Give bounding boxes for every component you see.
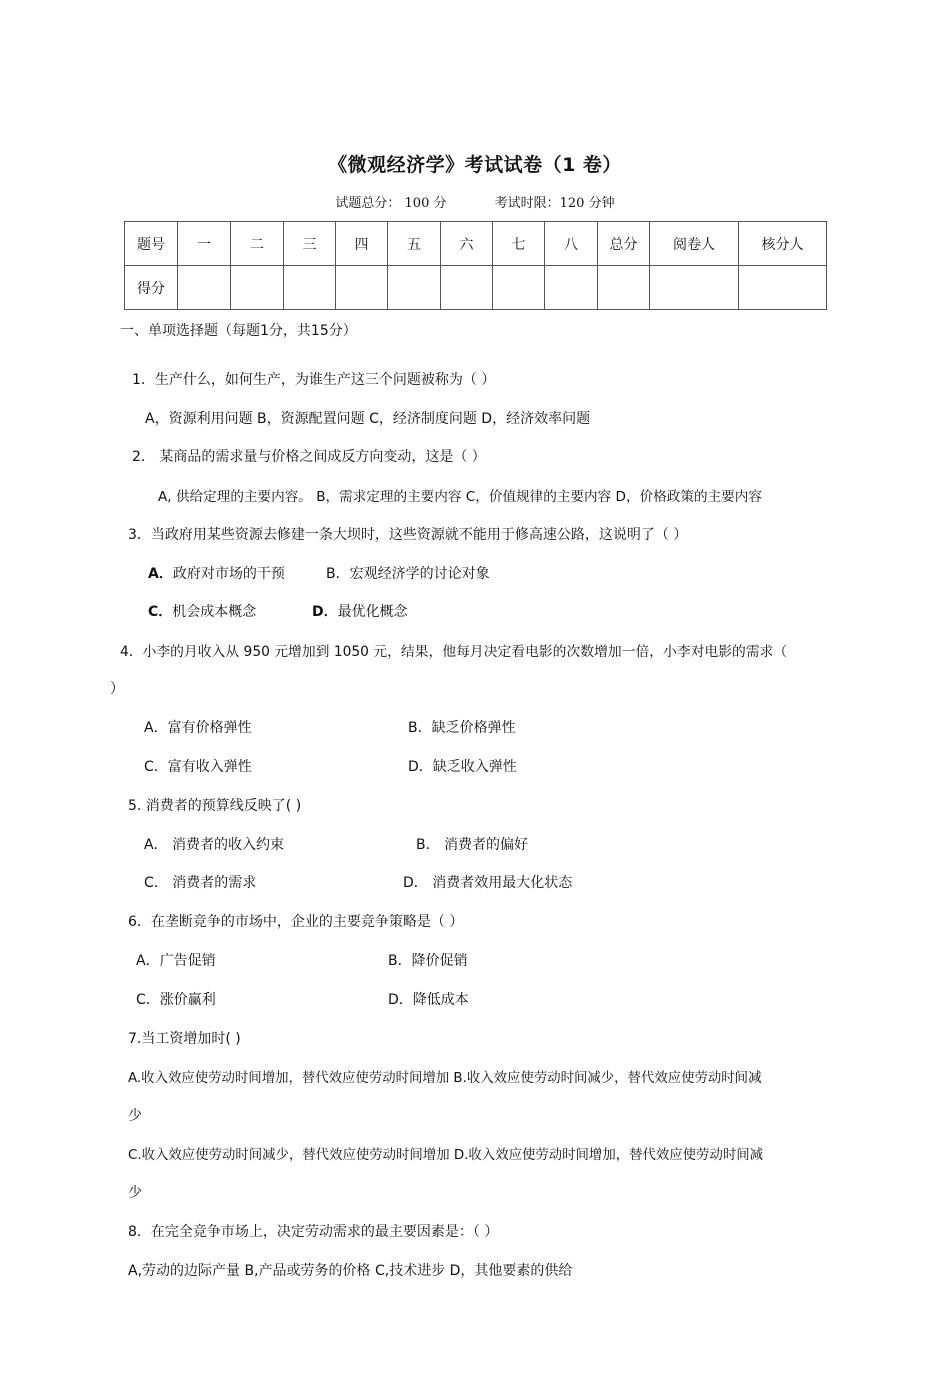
time-limit-label: 考试时限：120 分钟 xyxy=(494,196,615,211)
score-table xyxy=(124,221,827,310)
question-6-option-d: D．降低成本 xyxy=(388,992,469,1008)
score-cell[interactable] xyxy=(336,266,388,310)
question-4-option-a: A．富有价格弹性 xyxy=(144,720,252,736)
header-cell: 题号 xyxy=(125,222,178,266)
question-4-option-c: C．富有收入弹性 xyxy=(144,759,252,775)
question-5-stem: 5. 消费者的预算线反映了( ) xyxy=(128,798,302,814)
header-cell: 八 xyxy=(545,222,598,266)
question-5-option-d: D． 消费者效用最大化状态 xyxy=(403,875,573,891)
question-5-option-a: A． 消费者的收入约束 xyxy=(144,837,285,853)
score-cell[interactable] xyxy=(388,266,441,310)
score-cell[interactable] xyxy=(231,266,284,310)
question-1-options: A，资源利用问题 B，资源配置问题 C，经济制度问题 D，经济效率问题 xyxy=(145,411,591,427)
score-cell[interactable] xyxy=(739,266,827,310)
question-4-stem-continued: ） xyxy=(110,681,124,697)
question-1-stem: 1．生产什么，如何生产，为谁生产这三个问题被称为（ ） xyxy=(132,372,496,388)
header-cell: 核分人 xyxy=(739,222,827,266)
question-3-option-c xyxy=(148,601,256,621)
question-3-option-b: B．宏观经济学的讨论对象 xyxy=(326,566,490,582)
score-cell[interactable] xyxy=(178,266,231,310)
question-2-options: A, 供给定理的主要内容。 B，需求定理的主要内容 C，价值规律的主要内容 D，价格政策的主要内容 xyxy=(158,489,762,505)
question-7-options-line-1: A.收入效应使劳动时间增加，替代效应使劳动时间增加 B.收入效应使劳动时间减少，替代效应使劳动时间减 xyxy=(128,1071,762,1086)
score-cell[interactable] xyxy=(441,266,493,310)
header-cell: 三 xyxy=(284,222,336,266)
header-cell: 五 xyxy=(388,222,441,266)
section-heading: 一、单项选择题（每题1分，共15分） xyxy=(120,323,357,339)
score-cell[interactable] xyxy=(650,266,739,310)
question-6-option-c: C．涨价赢利 xyxy=(136,992,216,1008)
score-cell[interactable] xyxy=(598,266,650,310)
question-3-option-a xyxy=(148,563,285,583)
question-3-option-d xyxy=(312,601,408,621)
question-7-options-line-2-continued: 少 xyxy=(128,1185,142,1201)
question-6-option-a: A．广告促销 xyxy=(136,953,216,969)
question-8-stem: 8．在完全竞争市场上，决定劳动需求的最主要因素是：（ ） xyxy=(128,1224,499,1240)
score-table-header-row xyxy=(125,222,827,266)
total-score-label: 试题总分： 100 分 xyxy=(335,196,447,211)
question-7-options-line-2: C.收入效应使劳动时间减少，替代效应使劳动时间增加 D.收入效应使劳动时间增加，替代效应使劳动时间减 xyxy=(128,1148,764,1163)
exam-meta xyxy=(0,192,950,211)
option-text: 机会成本概念 xyxy=(172,604,257,620)
option-text: 政府对市场的干预 xyxy=(172,566,285,582)
option-text: 最优化概念 xyxy=(337,604,408,620)
header-cell: 四 xyxy=(336,222,388,266)
header-cell: 六 xyxy=(441,222,493,266)
row-label-cell: 得分 xyxy=(125,266,178,310)
header-cell: 一 xyxy=(178,222,231,266)
header-cell: 阅卷人 xyxy=(650,222,739,266)
header-cell: 总分 xyxy=(598,222,650,266)
exam-title: 《微观经济学》考试试卷（1 卷） xyxy=(328,154,622,176)
header-cell: 二 xyxy=(231,222,284,266)
question-5-option-b: B． 消费者的偏好 xyxy=(416,837,529,853)
question-4-stem: 4．小李的月收入从 950 元增加到 1050 元，结果，他每月决定看电影的次数增加一倍，小李对电影的需求（ xyxy=(120,644,788,660)
header-cell: 七 xyxy=(493,222,545,266)
question-4-option-b: B．缺乏价格弹性 xyxy=(408,720,516,736)
option-letter: A． xyxy=(148,566,173,582)
option-letter: D． xyxy=(312,604,338,620)
question-4-option-d: D．缺乏收入弹性 xyxy=(408,759,517,775)
question-7-options-line-1-continued: 少 xyxy=(128,1108,142,1124)
question-2-stem: 2． 某商品的需求量与价格之间成反方向变动，这是（ ） xyxy=(132,449,486,465)
question-5-option-c: C． 消费者的需求 xyxy=(144,875,257,891)
question-6-option-b: B．降价促销 xyxy=(388,953,468,969)
question-8-options: A,劳动的边际产量 B,产品或劳务的价格 C,技术进步 D，其他要素的供给 xyxy=(128,1263,573,1279)
question-6-stem: 6．在垄断竞争的市场中，企业的主要竞争策略是（ ） xyxy=(128,914,464,930)
score-table-score-row xyxy=(125,266,827,310)
score-cell[interactable] xyxy=(545,266,598,310)
option-letter: C． xyxy=(148,604,173,620)
score-cell[interactable] xyxy=(284,266,336,310)
question-7-stem: 7.当工资增加时( ) xyxy=(128,1031,241,1047)
question-3-stem: 3．当政府用某些资源去修建一条大坝时，这些资源就不能用于修高速公路，这说明了（ ） xyxy=(128,527,688,543)
score-cell[interactable] xyxy=(493,266,545,310)
